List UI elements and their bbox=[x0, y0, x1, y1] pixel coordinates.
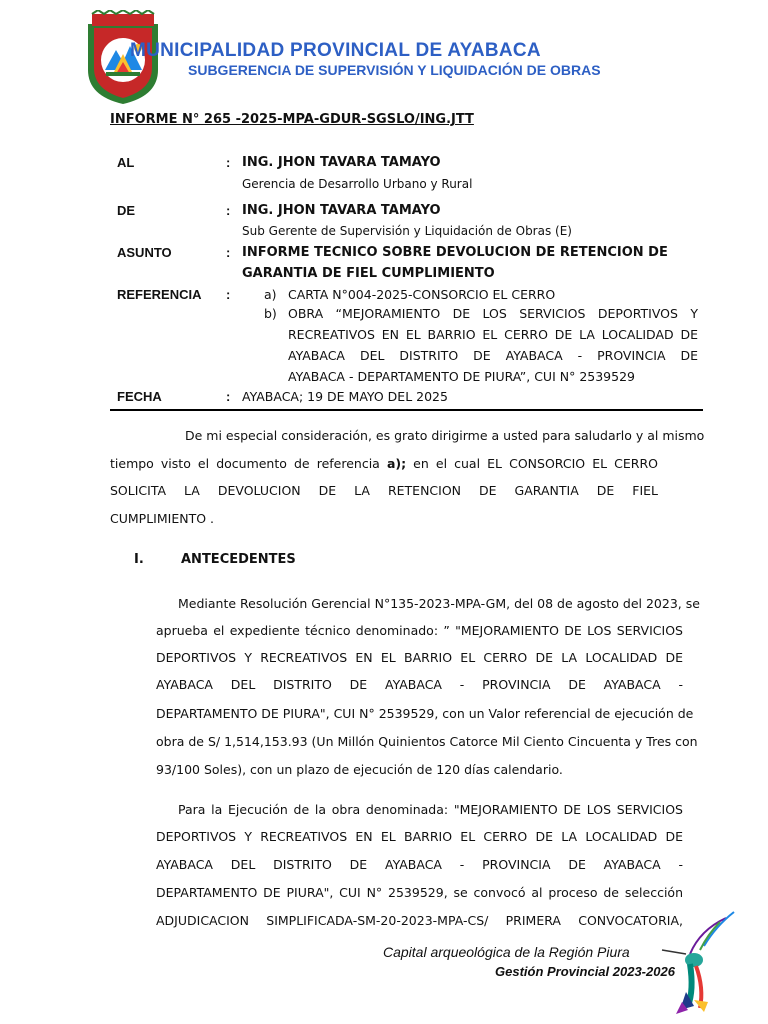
municipality-title: MUNICIPALIDAD PROVINCIAL DE AYABACA bbox=[130, 40, 541, 61]
section-title: ANTECEDENTES bbox=[181, 552, 296, 567]
sender-role: Sub Gerente de Supervisión y Liquidación de Obras (E) bbox=[242, 224, 572, 238]
reference-a-bold: a); bbox=[386, 456, 407, 471]
footer-tagline: Capital arqueológica de la Región Piura bbox=[383, 944, 630, 960]
para1-line: DEPARTAMENTO DE PIURA", CUI N° 2539529, con un Valor referencial de ejecución de bbox=[156, 706, 694, 721]
para1-line: DEPORTIVOS Y RECREATIVOS EN EL BARRIO EL CERRO DE LA LOCALIDAD DE bbox=[156, 650, 683, 665]
subject-line-2: GARANTIA DE FIEL CUMPLIMIENTO bbox=[242, 266, 495, 281]
report-date: AYABACA; 19 DE MAYO DEL 2025 bbox=[242, 389, 448, 404]
field-label-de: DE bbox=[117, 203, 136, 218]
reference-b-line: AYABACA DEL DISTRITO DE AYABACA - PROVINCIA DE bbox=[288, 348, 698, 363]
municipality-subtitle: SUBGERENCIA DE SUPERVISIÓN Y LIQUIDACIÓN DE OBRAS bbox=[188, 62, 601, 78]
recipient-role: Gerencia de Desarrollo Urbano y Rural bbox=[242, 177, 473, 191]
para2-line: DEPORTIVOS Y RECREATIVOS EN EL BARRIO EL CERRO DE LA LOCALIDAD DE bbox=[156, 829, 683, 844]
intro-line-4: CUMPLIMIENTO . bbox=[110, 511, 214, 526]
section-number: I. bbox=[134, 552, 144, 567]
para1-line: Mediante Resolución Gerencial N°135-2023-MPA-GM, del 08 de agosto del 2023, se bbox=[178, 596, 700, 611]
field-colon: : bbox=[226, 245, 231, 260]
field-colon: : bbox=[226, 155, 231, 170]
field-label-referencia: REFERENCIA bbox=[117, 287, 202, 302]
para2-line: ADJUDICACION SIMPLIFICADA-SM-20-2023-MPA-CS/ PRIMERA CONVOCATORIA, bbox=[156, 913, 683, 928]
para1-line: obra de S/ 1,514,153.93 (Un Millón Quinientos Catorce Mil Ciento Cincuenta y Tres con bbox=[156, 734, 698, 749]
field-label-fecha: FECHA bbox=[117, 389, 162, 404]
para1-line: 93/100 Soles), con un plazo de ejecución de 120 días calendario. bbox=[156, 762, 563, 777]
intro-line-2: tiempo visto el documento de referencia a); en el cual EL CONSORCIO EL CERRO bbox=[110, 456, 658, 471]
subject-line-1: INFORME TECNICO SOBRE DEVOLUCION DE RETENCION DE bbox=[242, 245, 668, 260]
para2-line: Para la Ejecución de la obra denominada: "MEJORAMIENTO DE LOS SERVICIOS bbox=[178, 802, 683, 817]
para2-line: DEPARTAMENTO DE PIURA", CUI N° 2539529, se convocó al proceso de selección bbox=[156, 885, 683, 900]
header-divider bbox=[110, 409, 703, 411]
report-number: INFORME N° 265 -2025-MPA-GDUR-SGSLO/ING.JTT bbox=[110, 112, 474, 127]
reference-a-marker: a) bbox=[264, 287, 277, 302]
intro-line-3: SOLICITA LA DEVOLUCION DE LA RETENCION DE GARANTIA DE FIEL bbox=[110, 483, 658, 498]
intro-line-1: De mi especial consideración, es grato dirigirme a usted para saludarlo y al mismo bbox=[185, 428, 705, 443]
field-colon: : bbox=[226, 203, 231, 218]
reference-a-text: CARTA N°004-2025-CONSORCIO EL CERRO bbox=[288, 287, 556, 302]
field-colon: : bbox=[226, 389, 231, 404]
para1-line: AYABACA DEL DISTRITO DE AYABACA - PROVINCIA DE AYABACA - bbox=[156, 677, 683, 692]
reference-b-line: RECREATIVOS EN EL BARRIO EL CERRO DE LA LOCALIDAD DE bbox=[288, 327, 698, 342]
field-colon: : bbox=[226, 287, 231, 302]
para2-line: AYABACA DEL DISTRITO DE AYABACA - PROVINCIA DE AYABACA - bbox=[156, 857, 683, 872]
footer-gestion: Gestión Provincial 2023-2026 bbox=[495, 964, 675, 979]
para1-line: aprueba el expediente técnico denominado: ” "MEJORAMIENTO DE LOS SERVICIOS bbox=[156, 623, 683, 638]
hummingbird-logo-icon bbox=[660, 910, 740, 1015]
recipient-name: ING. JHON TAVARA TAMAYO bbox=[242, 155, 441, 170]
reference-b-line: OBRA “MEJORAMIENTO DE LOS SERVICIOS DEPORTIVOS Y bbox=[288, 306, 698, 321]
reference-b-marker: b) bbox=[264, 306, 277, 321]
field-label-al: AL bbox=[117, 155, 135, 170]
field-label-asunto: ASUNTO bbox=[117, 245, 172, 260]
reference-b-line: AYABACA - DEPARTAMENTO DE PIURA”, CUI N° 2539529 bbox=[288, 369, 635, 384]
sender-name: ING. JHON TAVARA TAMAYO bbox=[242, 203, 441, 218]
